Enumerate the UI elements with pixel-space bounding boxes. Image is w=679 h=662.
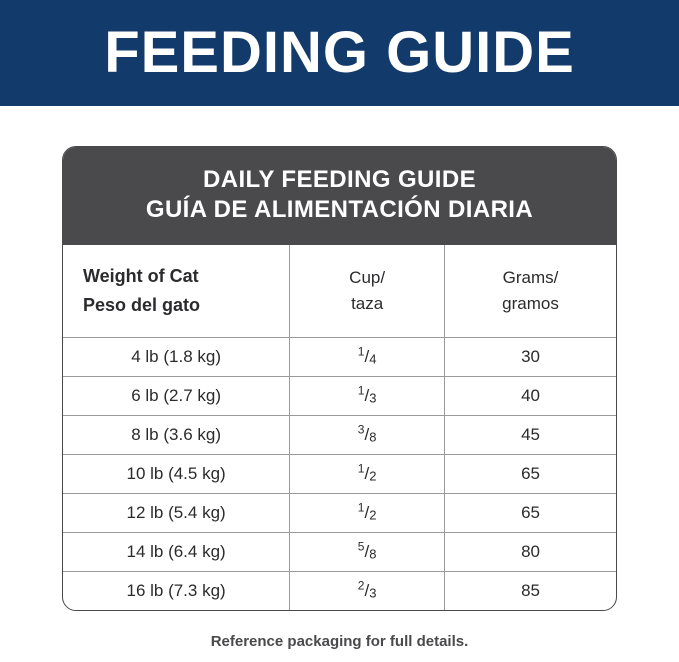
- cell-cup: [290, 571, 445, 610]
- fraction-slash: /: [364, 424, 370, 444]
- column-header-weight-english: Weight of Cat: [83, 265, 199, 286]
- table-row: [63, 376, 616, 415]
- feeding-table: [63, 245, 616, 610]
- column-header-grams-spanish: gramos: [502, 293, 559, 313]
- fraction-denominator: 8: [369, 429, 377, 445]
- cell-grams: 65: [445, 454, 616, 493]
- fraction-numerator: 1: [357, 382, 365, 397]
- fraction: [357, 577, 377, 601]
- table-header-row: [63, 245, 616, 337]
- fraction-slash: /: [364, 346, 370, 366]
- table-body: [63, 337, 616, 610]
- table-row: [63, 454, 616, 493]
- card-title-spanish: GUÍA DE ALIMENTACIÓN DIARIA: [145, 196, 534, 223]
- fraction-slash: /: [364, 541, 370, 561]
- column-header-weight-spanish: Peso del gato: [83, 294, 201, 315]
- fraction-numerator: 1: [357, 499, 365, 514]
- fraction: [357, 343, 377, 367]
- cell-cup: [290, 337, 445, 376]
- column-header-cup-spanish: taza: [351, 293, 384, 313]
- column-header-cup: [290, 245, 445, 337]
- fraction-slash: /: [364, 463, 370, 483]
- table-row: [63, 337, 616, 376]
- table-row: [63, 415, 616, 454]
- feeding-card-container: [0, 106, 679, 611]
- column-header-grams: [445, 245, 616, 337]
- fraction: [357, 538, 377, 562]
- table-row: [63, 532, 616, 571]
- cell-weight: 14 lb (6.4 kg): [63, 532, 290, 571]
- cell-weight: 16 lb (7.3 kg): [63, 571, 290, 610]
- fraction: [357, 460, 377, 484]
- cell-weight: 4 lb (1.8 kg): [63, 337, 290, 376]
- cell-cup: [290, 493, 445, 532]
- fraction-slash: /: [364, 502, 370, 522]
- cell-weight: 10 lb (4.5 kg): [63, 454, 290, 493]
- page-title: FEEDING GUIDE: [104, 20, 575, 85]
- page-banner: [0, 0, 679, 106]
- table-header: [63, 245, 616, 337]
- cell-grams: 65: [445, 493, 616, 532]
- fraction-numerator: 2: [357, 577, 365, 592]
- cell-grams: 30: [445, 337, 616, 376]
- table-row: [63, 571, 616, 610]
- fraction-slash: /: [364, 580, 370, 600]
- table-row: [63, 493, 616, 532]
- fraction-denominator: 2: [369, 468, 377, 484]
- cell-weight: 6 lb (2.7 kg): [63, 376, 290, 415]
- cell-grams: 85: [445, 571, 616, 610]
- cell-cup: [290, 454, 445, 493]
- cell-weight: 12 lb (5.4 kg): [63, 493, 290, 532]
- fraction: [357, 382, 377, 406]
- fraction-denominator: 8: [369, 546, 377, 562]
- card-header: [63, 147, 616, 245]
- cell-cup: [290, 376, 445, 415]
- column-header-grams-english: Grams/: [502, 268, 559, 288]
- cell-weight: 8 lb (3.6 kg): [63, 415, 290, 454]
- cell-grams: 40: [445, 376, 616, 415]
- card-title-english: DAILY FEEDING GUIDE: [203, 166, 476, 193]
- fraction-numerator: 5: [357, 538, 365, 553]
- fraction: [357, 499, 377, 523]
- footer-note: Reference packaging for full details.: [210, 632, 469, 650]
- fraction-numerator: 1: [357, 343, 365, 358]
- fraction-numerator: 1: [357, 460, 365, 475]
- feeding-guide-card: [62, 146, 617, 611]
- column-header-cup-english: Cup/: [349, 268, 386, 288]
- cell-grams: 80: [445, 532, 616, 571]
- cell-cup: [290, 415, 445, 454]
- fraction-denominator: 3: [369, 390, 377, 406]
- cell-cup: [290, 532, 445, 571]
- fraction-numerator: 3: [357, 421, 365, 436]
- fraction-denominator: 2: [369, 507, 377, 523]
- fraction-denominator: 4: [369, 351, 377, 367]
- fraction-denominator: 3: [369, 585, 377, 601]
- column-header-weight: [63, 245, 290, 337]
- fraction: [357, 421, 377, 445]
- fraction-slash: /: [364, 385, 370, 405]
- cell-grams: 45: [445, 415, 616, 454]
